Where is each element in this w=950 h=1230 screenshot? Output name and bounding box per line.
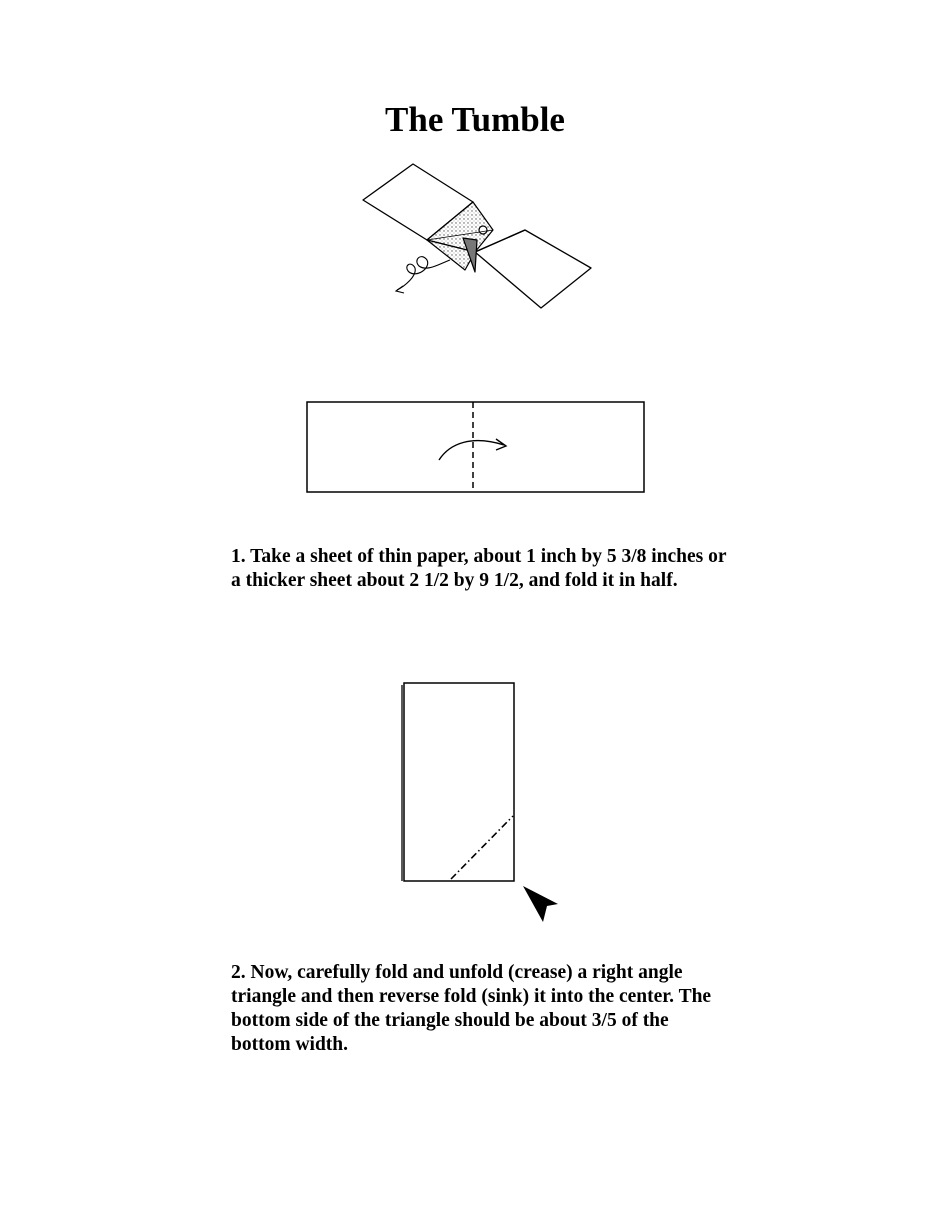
- step1-diagram: [300, 395, 650, 500]
- folded-strip: [404, 683, 514, 881]
- step2-diagram: [395, 676, 565, 928]
- step1-instruction: 1. Take a sheet of thin paper, about 1 inch by 5 3/8 inches or a thicker sheet about 2 1/2 by 9 1/2, and fold it in half.: [231, 546, 727, 591]
- right-wing: [475, 230, 591, 308]
- tumble-glider-illustration: [355, 158, 600, 318]
- page-title: The Tumble: [385, 100, 565, 139]
- reverse-fold-arrowhead: [523, 886, 558, 922]
- tumble-spiral-arrow: [397, 257, 450, 290]
- step2-instruction: 2. Now, carefully fold and unfold (crease) a right angle triangle and then reverse fold (sink) it into the center. The bottom side of the triangle should be about 3/5 of the bottom width.: [231, 962, 712, 1055]
- paper-strip: [307, 402, 644, 492]
